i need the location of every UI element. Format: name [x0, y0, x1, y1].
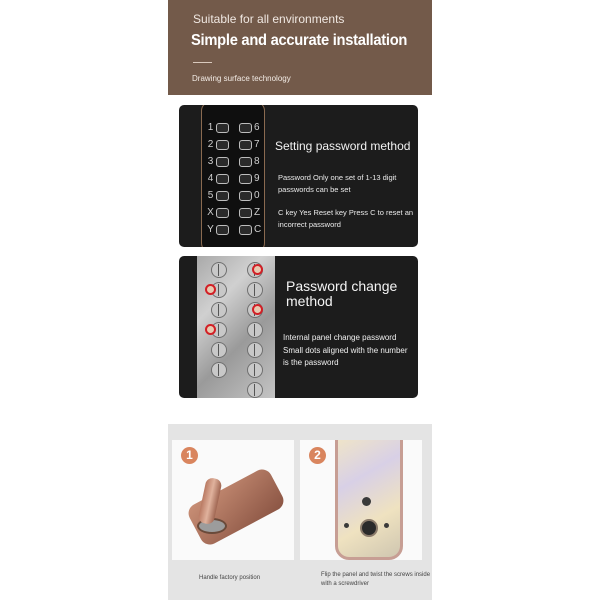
step-card-2	[300, 440, 422, 560]
key-button-icon	[239, 208, 252, 218]
step-number-badge: 2	[309, 447, 326, 464]
key-dial-icon	[247, 342, 263, 358]
key-button-icon	[239, 140, 252, 150]
password-change-title: Password change method	[286, 278, 398, 309]
key-button-icon	[216, 157, 229, 167]
password-dot-icon	[252, 264, 263, 275]
keypad-row	[206, 139, 262, 151]
key-label: 9	[254, 173, 260, 184]
header-banner	[168, 0, 432, 95]
key-label: 0	[254, 190, 260, 201]
key-label: C	[254, 224, 262, 235]
key-label: 5	[207, 190, 214, 201]
screw-hole-icon	[384, 523, 389, 528]
key-button-icon	[239, 191, 252, 201]
keypad-row	[206, 207, 262, 219]
key-button-icon	[216, 174, 229, 184]
key-label: 4	[207, 173, 214, 184]
keypad-row	[206, 173, 262, 185]
keypad-row	[206, 122, 262, 134]
password-change-text: Internal panel change password Small dots aligned with the number is the password	[283, 333, 408, 367]
key-button-icon	[239, 225, 252, 235]
key-label: Z	[254, 207, 261, 218]
key-label: 8	[254, 156, 260, 167]
key-dial-icon	[247, 362, 263, 378]
key-dial-icon	[211, 262, 227, 278]
internal-panel-illustration	[197, 256, 275, 398]
step-number-badge: 1	[181, 447, 198, 464]
banner-divider	[193, 62, 212, 63]
internal-panel-image	[335, 440, 403, 560]
key-button-icon	[216, 208, 229, 218]
password-dot-icon	[252, 304, 263, 315]
key-dial-icon	[211, 302, 227, 318]
step-card-1	[172, 440, 294, 560]
screw-hole-icon	[344, 523, 349, 528]
key-button-icon	[216, 123, 229, 133]
key-dial-icon	[247, 282, 263, 298]
keypad-row	[206, 224, 262, 236]
key-button-icon	[216, 225, 229, 235]
setting-password-text-2: C key Yes Reset key Press C to reset an incorrect password	[278, 208, 414, 229]
installation-steps-section	[168, 424, 432, 600]
screw-hole-icon	[362, 497, 371, 506]
banner-tagline: Drawing surface technology	[192, 74, 291, 83]
key-label: 1	[207, 122, 214, 133]
setting-password-text-1: Password Only one set of 1-13 digit passwords can be set	[278, 173, 397, 194]
key-label: 3	[207, 156, 214, 167]
key-label: 6	[254, 122, 260, 133]
key-button-icon	[239, 123, 252, 133]
password-change-panel	[179, 256, 418, 398]
key-dial-icon	[211, 362, 227, 378]
setting-password-panel	[179, 105, 418, 247]
key-dial-icon	[211, 342, 227, 358]
key-label: Y	[207, 224, 214, 235]
key-label: 2	[207, 139, 214, 150]
key-dial-icon	[247, 322, 263, 338]
step-2-caption: Flip the panel and twist the screws inside with a screwdriver	[321, 572, 431, 587]
keypad-row	[206, 156, 262, 168]
password-dot-icon	[205, 324, 216, 335]
keypad-illustration	[201, 105, 265, 247]
key-button-icon	[239, 174, 252, 184]
key-button-icon	[216, 140, 229, 150]
setting-password-title: Setting password method	[275, 139, 411, 153]
key-label: 7	[254, 139, 260, 150]
banner-title: Simple and accurate installation	[191, 32, 408, 49]
key-button-icon	[216, 191, 229, 201]
step-1-caption: Handle factory position	[199, 575, 261, 581]
keypad-row	[206, 190, 262, 202]
key-button-icon	[239, 157, 252, 167]
key-dial-icon	[247, 382, 263, 398]
spindle-hole-icon	[360, 519, 378, 537]
banner-subtitle: Suitable for all environments	[193, 12, 345, 26]
password-dot-icon	[205, 284, 216, 295]
key-label: X	[207, 207, 214, 218]
